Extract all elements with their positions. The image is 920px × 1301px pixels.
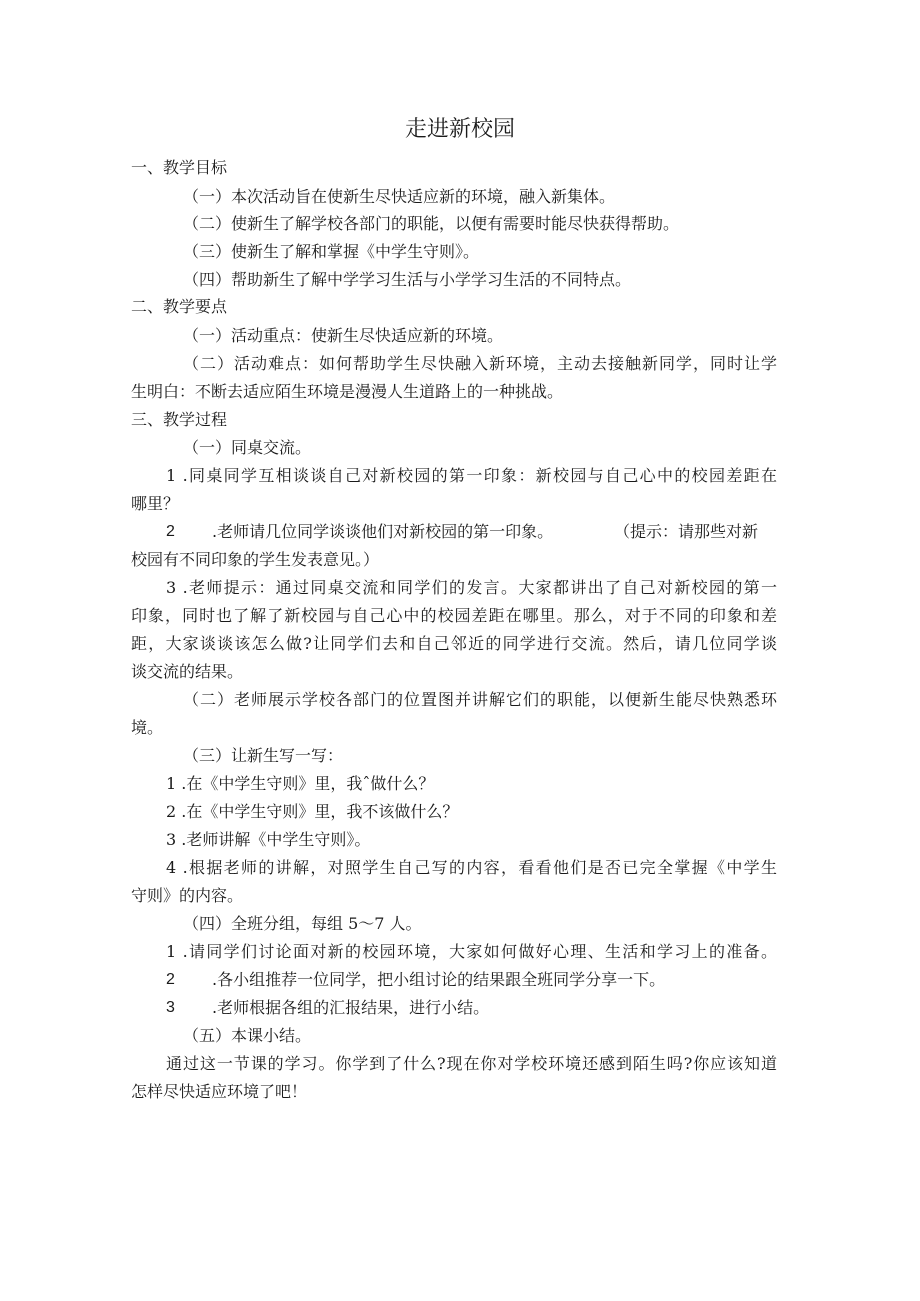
paragraph-line: 守则》的内容。 [131, 886, 244, 905]
note-text: （提示：请那些对新 [614, 522, 759, 541]
paragraph-line: 生明白：不断去适应陌生环境是漫漫人生道路上的一种挑战。 [131, 382, 564, 401]
list-item: 3 .老师提示：通过同桌交流和同学们的发言。大家都讲出了自己对新校园的第一 [166, 578, 777, 597]
list-number: 2 [166, 971, 175, 988]
section-heading: 二、教学要点 [131, 297, 228, 316]
list-number: 2 [166, 523, 175, 540]
paragraph-line: （五）本课小结。 [183, 1026, 312, 1045]
paragraph-line: 境。 [131, 718, 164, 737]
paragraph-line: （二）老师展示学校各部门的位置图并讲解它们的职能，以便新生能尽快熟悉环 [183, 690, 777, 709]
list-item: 3 .老师讲解《中学生守则》。 [166, 830, 371, 849]
list-item: .老师请几位同学谈谈他们对新校园的第一印象。 [212, 522, 554, 541]
paragraph-line: （三）使新生了解和掌握《中学生守则》。 [183, 242, 480, 261]
paragraph-line: （一）同桌交流。 [183, 438, 312, 457]
list-item: 2 .在《中学生守则》里，我不该做什么？ [166, 802, 459, 821]
paragraph-line: （三）让新生写一写： [183, 746, 344, 765]
paragraph-line: （四）全班分组，每组 5～7 人。 [183, 914, 422, 933]
section-heading: 一、教学目标 [131, 158, 228, 177]
paragraph-line: 哪里？ [131, 494, 180, 513]
list-item: 1 .在《中学生守则》里，我ˆ做什么？ [166, 774, 435, 793]
list-item: 4 .根据老师的讲解，对照学生自己写的内容，看看他们是否已完全掌握《中学生 [166, 858, 777, 877]
paragraph-line: 谈交流的结果。 [131, 662, 244, 681]
paragraph-line: （四）帮助新生了解中学学习生活与小学学习生活的不同特点。 [183, 270, 632, 289]
paragraph-line: （一）本次活动旨在使新生尽快适应新的环境，融入新集体。 [183, 187, 616, 206]
paragraph-line: 距，大家谈谈该怎么做?让同学们去和自己邻近的同学进行交流。然后，请几位同学谈 [131, 634, 777, 653]
paragraph-line: 通过这一节课的学习。你学到了什么?现在你对学校环境还感到陌生吗?你应该知道 [166, 1054, 777, 1073]
list-item: 1 .同桌同学互相谈谈自己对新校园的第一印象：新校园与自己心中的校园差距在 [166, 466, 777, 485]
paragraph-line: 校园有不同印象的学生发表意见。） [131, 550, 380, 569]
page-title: 走进新校园 [404, 117, 515, 142]
list-item: 1 .请同学们讨论面对新的校园环境，大家如何做好心理、生活和学习上的准备。 [166, 942, 777, 961]
paragraph-line: 怎样尽快适应环境了吧！ [131, 1082, 308, 1101]
list-item: .老师根据各组的汇报结果，进行小结。 [212, 998, 490, 1017]
list-number: 3 [166, 999, 175, 1016]
section-heading: 三、教学过程 [131, 410, 228, 429]
paragraph-line: 印象，同时也了解了新校园与自己心中的校园差距在哪里。那么，对于不同的印象和差 [131, 606, 777, 625]
paragraph-line: （二）使新生了解学校各部门的职能，以便有需要时能尽快获得帮助。 [183, 214, 680, 233]
list-item: .各小组推荐一位同学，把小组讨论的结果跟全班同学分享一下。 [212, 970, 666, 989]
paragraph-line: （一）活动重点：使新生尽快适应新的环境。 [183, 326, 504, 345]
paragraph-line: （二）活动难点：如何帮助学生尽快融入新环境，主动去接触新同学，同时让学 [183, 354, 777, 373]
